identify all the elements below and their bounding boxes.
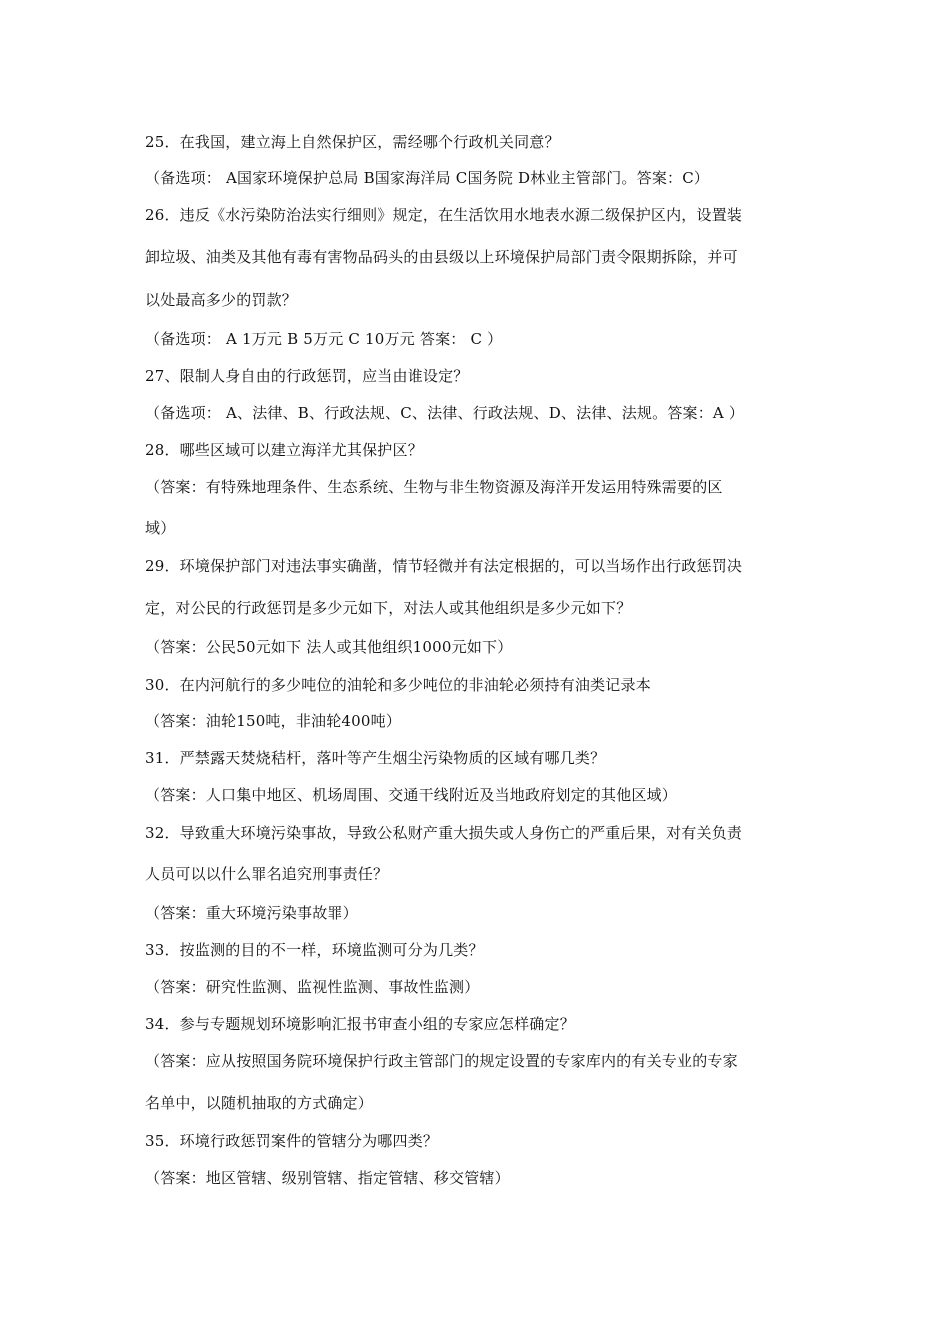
question-26-line-1: 26．违反《水污染防治法实行细则》规定，在生活饮用水地表水源二级保护区内，设置装 [145,206,743,224]
answer-35: （答案：地区管辖、级别管辖、指定管辖、移交管辖） [145,1169,510,1187]
answer-31: （答案：人口集中地区、机场周围、交通干线附近及当地政府划定的其他区域） [145,786,678,804]
question-25: 25．在我国，建立海上自然保护区，需经哪个行政机关同意？ [145,133,560,151]
question-27: 27、限制人身自由的行政惩罚，应当由谁设定？ [145,367,469,385]
question-29-line-1: 29．环境保护部门对违法事实确凿，情节轻微并有法定根据的，可以当场作出行政惩罚决 [145,557,743,575]
answer-27: （备选项： A、法律、B、行政法规、C、法律、行政法规、D、法律、法规。答案：A ） [145,404,745,422]
answer-32: （答案：重大环境污染事故罪） [145,904,358,922]
question-35: 35．环境行政惩罚案件的管辖分为哪四类？ [145,1132,439,1150]
question-29-line-2: 定，对公民的行政惩罚是多少元如下，对法人或其他组织是多少元如下？ [145,599,632,617]
answer-33: （答案：研究性监测、监视性监测、事故性监测） [145,978,480,996]
answer-29: （答案：公民50元如下 法人或其他组织1000元如下） [145,638,513,656]
answer-26: （备选项： A 1万元 B 5万元 C 10万元 答案： C ） [145,330,503,348]
answer-28-line-2: 域） [145,519,176,537]
answer-28-line-1: （答案：有特殊地理条件、生态系统、生物与非生物资源及海洋开发运用特殊需要的区 [145,478,723,496]
question-32-line-1: 32．导致重大环境污染事故，导致公私财产重大损失或人身伤亡的严重后果，对有关负责 [145,824,743,842]
answer-34-line-2: 名单中，以随机抽取的方式确定） [145,1094,374,1112]
answer-25: （备选项： A国家环境保护总局 B国家海洋局 C国务院 D林业主管部门。答案：C） [145,169,710,187]
question-28: 28．哪些区域可以建立海洋尤其保护区？ [145,441,423,459]
question-34: 34．参与专题规划环境影响汇报书审查小组的专家应怎样确定？ [145,1015,575,1033]
question-26-line-2: 卸垃圾、油类及其他有毒有害物品码头的由县级以上环境保护局部门责令限期拆除，并可 [145,248,738,266]
question-32-line-2: 人员可以以什么罪名追究刑事责任？ [145,865,389,883]
question-33: 33．按监测的目的不一样，环境监测可分为几类？ [145,941,484,959]
question-31: 31．严禁露天焚烧秸杆，落叶等产生烟尘污染物质的区域有哪几类？ [145,749,606,767]
answer-30: （答案：油轮150吨，非油轮400吨） [145,712,402,730]
answer-34-line-1: （答案：应从按照国务院环境保护行政主管部门的规定设置的专家库内的有关专业的专家 [145,1052,738,1070]
question-26-line-3: 以处最高多少的罚款？ [145,291,298,309]
question-30: 30．在内河航行的多少吨位的油轮和多少吨位的非油轮必须持有油类记录本 [145,676,651,694]
